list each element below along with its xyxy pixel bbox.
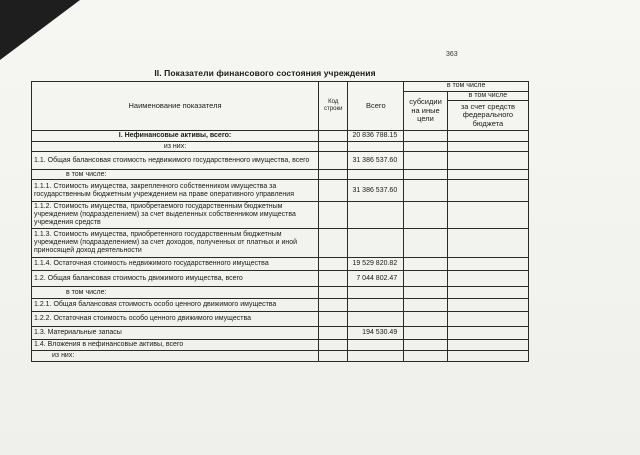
row-federal <box>447 170 528 180</box>
row-code <box>319 312 348 327</box>
row-total <box>348 299 404 312</box>
header-code: Код строки <box>319 82 348 131</box>
row-subsidies <box>404 229 448 258</box>
row-federal <box>447 142 528 152</box>
row-subsidies <box>404 131 448 142</box>
table-row <box>32 299 529 312</box>
row-label: 1.3. Материальные запасы <box>32 327 319 340</box>
row-total <box>348 312 404 327</box>
header-in-that-number: в том числе <box>404 82 529 92</box>
row-federal <box>447 351 528 362</box>
header-in-that-number-sub: в том числе <box>447 92 528 101</box>
row-label: из них: <box>32 142 319 152</box>
header-name: Наименование показателя <box>32 82 319 131</box>
row-code <box>319 271 348 287</box>
row-label: 1.1.1. Стоимость имущества, закрепленного собственником имущества за государственным бюджетным учреждением на праве оперативного управления <box>32 180 319 202</box>
row-federal <box>447 299 528 312</box>
row-subsidies <box>404 170 448 180</box>
row-total <box>348 340 404 351</box>
row-code <box>319 142 348 152</box>
row-label: 1.2. Общая балансовая стоимость движимого имущества, всего <box>32 271 319 287</box>
row-subsidies <box>404 180 448 202</box>
row-subsidies <box>404 152 448 170</box>
row-code <box>319 202 348 229</box>
row-total: 7 044 802.47 <box>348 271 404 287</box>
row-federal <box>447 287 528 299</box>
row-subsidies <box>404 271 448 287</box>
table-row <box>32 180 529 202</box>
table-row <box>32 258 529 271</box>
row-label: 1.4. Вложения в нефинансовые активы, всего <box>32 340 319 351</box>
row-code <box>319 327 348 340</box>
row-label: 1.1.3. Стоимость имущества, приобретенного государственным бюджетным учреждением (подразделением) за счет доходов, полученных от платных и иной приносящей доход деятельности <box>32 229 319 258</box>
row-total <box>348 287 404 299</box>
row-code <box>319 131 348 142</box>
row-subsidies <box>404 340 448 351</box>
row-federal <box>447 229 528 258</box>
row-label: 1.1.2. Стоимость имущества, приобретаемого государственным бюджетным учреждением (подразделением) за счет выделенных собственником имущества учреждения средств <box>32 202 319 229</box>
row-label: 1.1. Общая балансовая стоимость недвижимого государственного имущества, всего <box>32 152 319 170</box>
table-row <box>32 340 529 351</box>
row-total: 19 529 820.82 <box>348 258 404 271</box>
table-row <box>32 287 529 299</box>
row-code <box>319 180 348 202</box>
scan-corner-shadow <box>0 0 80 60</box>
row-label: 1.2.1. Общая балансовая стоимость особо ценного движимого имущества <box>32 299 319 312</box>
row-subsidies <box>404 327 448 340</box>
row-label: в том числе: <box>32 287 319 299</box>
table-row <box>32 202 529 229</box>
page-number: 363 <box>446 51 458 58</box>
row-total <box>348 202 404 229</box>
row-subsidies <box>404 258 448 271</box>
financial-indicators-table <box>31 81 529 362</box>
row-federal <box>447 131 528 142</box>
table-row <box>32 229 529 258</box>
row-subsidies <box>404 299 448 312</box>
header-federal: за счет средств федерального бюджета <box>447 101 528 131</box>
row-label: в том числе: <box>32 170 319 180</box>
table-row <box>32 312 529 327</box>
row-total <box>348 351 404 362</box>
row-subsidies <box>404 287 448 299</box>
row-federal <box>447 271 528 287</box>
table-row <box>32 327 529 340</box>
row-federal <box>447 258 528 271</box>
row-total <box>348 229 404 258</box>
row-code <box>319 351 348 362</box>
row-total: 20 836 788.15 <box>348 131 404 142</box>
row-total: 31 386 537.60 <box>348 152 404 170</box>
row-total: 194 530.49 <box>348 327 404 340</box>
header-total: Всего <box>348 82 404 131</box>
table-row <box>32 271 529 287</box>
row-label: 1.2.2. Остаточная стоимость особо ценного движимого имущества <box>32 312 319 327</box>
table-row <box>32 152 529 170</box>
row-code <box>319 258 348 271</box>
row-code <box>319 340 348 351</box>
row-total <box>348 170 404 180</box>
row-federal <box>447 327 528 340</box>
row-label: I. Нефинансовые активы, всего: <box>32 131 319 142</box>
row-federal <box>447 340 528 351</box>
row-label: из них: <box>32 351 319 362</box>
row-code <box>319 287 348 299</box>
row-subsidies <box>404 202 448 229</box>
section-title: II. Показатели финансового состояния учреждения <box>154 68 376 78</box>
row-label: 1.1.4. Остаточная стоимость недвижимого государственного имущества <box>32 258 319 271</box>
row-code <box>319 152 348 170</box>
row-federal <box>447 180 528 202</box>
header-subsidies: субсидии на иные цели <box>404 92 448 131</box>
row-subsidies <box>404 351 448 362</box>
row-federal <box>447 152 528 170</box>
row-federal <box>447 312 528 327</box>
table-row <box>32 351 529 362</box>
row-code <box>319 229 348 258</box>
row-code <box>319 170 348 180</box>
row-subsidies <box>404 142 448 152</box>
row-subsidies <box>404 312 448 327</box>
table-row <box>32 170 529 180</box>
table-row <box>32 131 529 142</box>
row-federal <box>447 202 528 229</box>
row-total: 31 386 537.60 <box>348 180 404 202</box>
table-row <box>32 142 529 152</box>
row-total <box>348 142 404 152</box>
row-code <box>319 299 348 312</box>
